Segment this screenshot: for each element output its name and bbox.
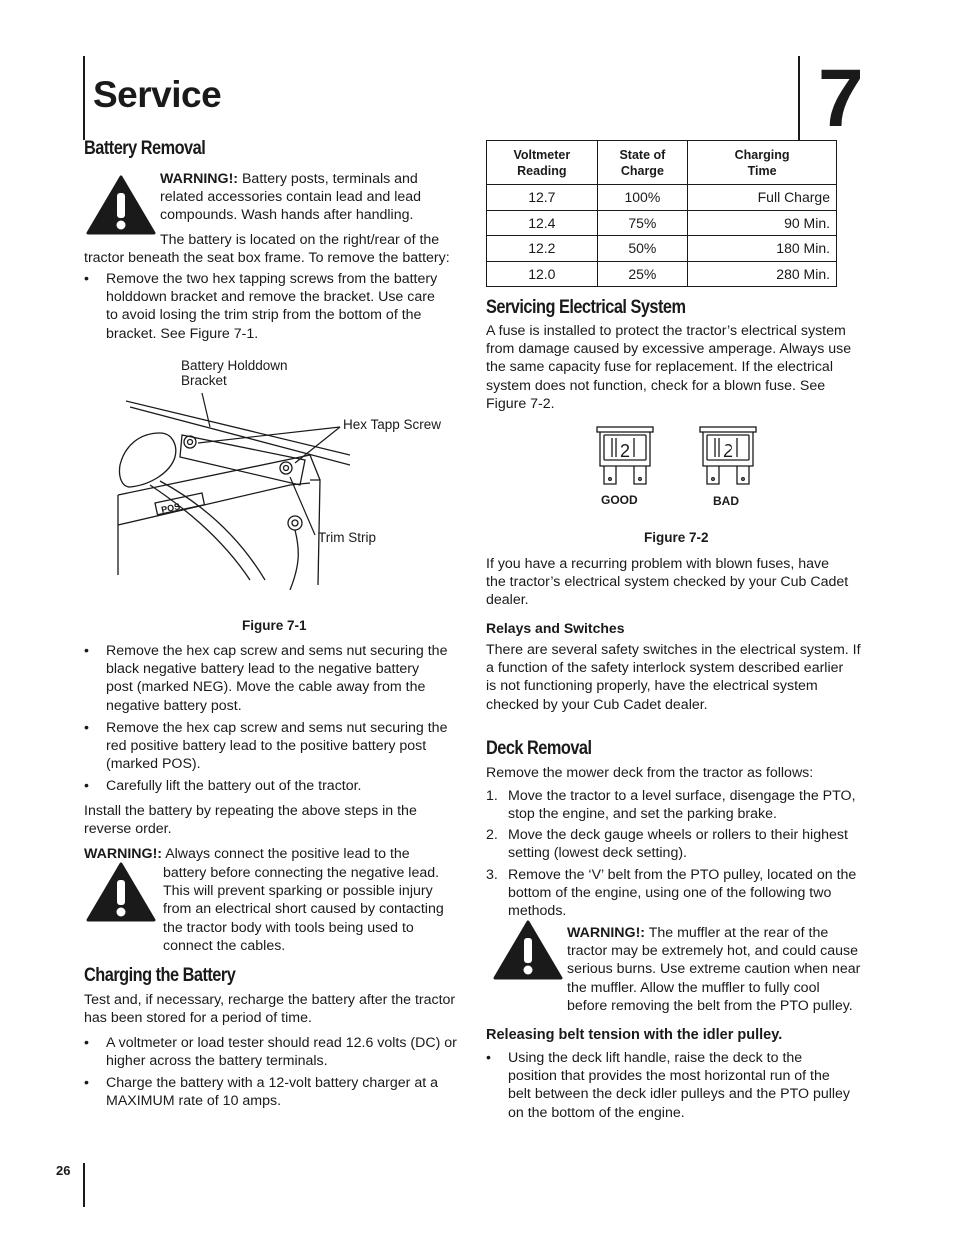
recurring-fuse-paragraph: If you have a recurring problem with blown fuses, have the tractor’s electrical system checked by your Cub Cadet dealer. — [486, 556, 849, 609]
table-cell: 90 Min. — [688, 210, 837, 236]
warning2-paragraph: battery before connecting the negative lead. This will prevent sparking or possible injury from an electrical short caused by contacting the tractor body with tools being used to connect the cables. — [163, 865, 444, 954]
page-number: 26 — [56, 1163, 71, 1178]
fuse-good-icon — [596, 426, 654, 488]
deck-intro: Remove the mower deck from the tractor as follows: — [486, 765, 814, 781]
relays-paragraph: There are several safety switches in the electrical system. If a function of the safety interlock system described earlier is not functioning properly, have the electrical system checked by your Cub Cadet dealer. — [486, 642, 861, 713]
figure-7-1-caption: Figure 7-1 — [242, 618, 307, 633]
battery-figure — [100, 385, 350, 590]
warning-paragraph: WARNING!: Battery posts, terminals and related accessories contain lead and lead compounds. Wash hands after handling. — [160, 171, 422, 224]
pos-mark: POS — [160, 501, 182, 515]
list-item: • Remove the hex cap screw and sems nut securing the black negative battery lead to the negative battery post (marked NEG). Move the cable away from the negative battery post. — [84, 643, 448, 714]
fuse-bad-label: BAD — [713, 494, 739, 508]
table-cell: 25% — [597, 261, 687, 287]
list-item: 3. Remove the ‘V’ belt from the PTO pulley, located on the bottom of the engine, using one of the following two methods. — [486, 867, 857, 920]
footer-rule — [83, 1163, 85, 1207]
electrical-heading: Servicing Electrical System — [486, 297, 686, 318]
table-cell: Full Charge — [688, 185, 837, 211]
table-row — [487, 185, 837, 211]
list-item: • Remove the hex cap screw and sems nut securing the red positive battery lead to the positive battery post (marked POS). — [84, 720, 448, 773]
table-cell: 12.4 — [487, 210, 598, 236]
column-header: Voltmeter Reading — [487, 141, 598, 185]
charging-heading: Charging the Battery — [84, 965, 236, 986]
fuse-bad-rating: 2 — [723, 441, 734, 461]
warning-icon — [86, 175, 156, 235]
warning-icon — [86, 862, 156, 922]
table-cell: 180 Min. — [688, 236, 837, 262]
list-item: • A voltmeter or load tester should read 12.6 volts (DC) or higher across the battery terminals. — [84, 1035, 457, 1070]
table-row — [487, 210, 837, 236]
header-rule-right — [798, 56, 800, 140]
table-row — [487, 236, 837, 262]
voltage-table — [486, 140, 837, 287]
table-cell: 280 Min. — [688, 261, 837, 287]
muffler-warning-paragraph: WARNING!: The muffler at the rear of the tractor may be extremely hot, and could cause serious burns. Use extreme caution when near the muffler. Allow the muffler to fully cool before removing the belt from the PTO pulley. — [567, 925, 861, 1014]
electrical-paragraph: A fuse is installed to protect the tractor’s electrical system from damage caused by excessive amperage. Always use the same capacity fuse for replacement. If the electrical system does not function, check for a blown fuse. See Figure 7-2. — [486, 323, 852, 412]
table-row — [487, 261, 837, 287]
install-paragraph: Install the battery by repeating the above steps in the reverse order. — [84, 803, 417, 838]
table-cell: 12.0 — [487, 261, 598, 287]
relays-heading: Relays and Switches — [486, 620, 625, 636]
page-title: Service — [93, 74, 222, 115]
table-cell: 100% — [597, 185, 687, 211]
warning2-first-line: WARNING!: Always connect the positive lead to the — [84, 846, 410, 862]
battery-removal-heading: Battery Removal — [84, 138, 206, 159]
table-header-row — [487, 141, 837, 185]
callout-trim-strip: Trim Strip — [318, 530, 376, 545]
header-rule-left — [83, 56, 85, 140]
list-item: • Using the deck lift handle, raise the deck to the position that provides the most horizontal run of the belt between the deck idler pulleys and the PTO pulley on the bottom of the engine. — [486, 1050, 851, 1121]
chapter-number: 7 — [818, 53, 864, 144]
table-cell: 12.7 — [487, 185, 598, 211]
battery-location-paragraph: The battery is located on the right/rear of the tractor beneath the seat box frame. To remove the battery: — [84, 232, 450, 267]
list-item: • Remove the two hex tapping screws from the battery holddown bracket and remove the bracket. Use care to avoid losing the trim strip from the bottom of the bracket. See Figure 7-1. — [84, 271, 438, 342]
idler-heading: Releasing belt tension with the idler pulley. — [486, 1027, 783, 1043]
list-item: • Charge the battery with a 12-volt battery charger at a MAXIMUM rate of 10 amps. — [84, 1075, 439, 1110]
deck-removal-heading: Deck Removal — [486, 738, 592, 759]
list-item: 2. Move the deck gauge wheels or rollers to their highest setting (lowest deck setting). — [486, 827, 848, 862]
callout-holddown-bracket: Battery Holddown Bracket — [181, 358, 288, 388]
charging-paragraph: Test and, if necessary, recharge the battery after the tractor has been stored for a period of time. — [84, 992, 456, 1027]
warning-icon — [493, 920, 563, 980]
table-cell: 50% — [597, 236, 687, 262]
callout-hex-screw: Hex Tapp Screw — [343, 417, 442, 432]
list-item: 1. Move the tractor to a level surface, disengage the PTO, stop the engine, and set the parking brake. — [486, 788, 856, 823]
column-header: State of Charge — [597, 141, 687, 185]
fuse-bad-icon — [699, 426, 757, 488]
table-cell: 75% — [597, 210, 687, 236]
column-header: Charging Time — [688, 141, 837, 185]
fuse-good-rating: 2 — [620, 441, 631, 461]
figure-7-2-caption: Figure 7-2 — [644, 530, 709, 545]
fuse-good-label: GOOD — [601, 493, 638, 507]
table-cell: 12.2 — [487, 236, 598, 262]
list-item: • Carefully lift the battery out of the tractor. — [84, 778, 362, 794]
